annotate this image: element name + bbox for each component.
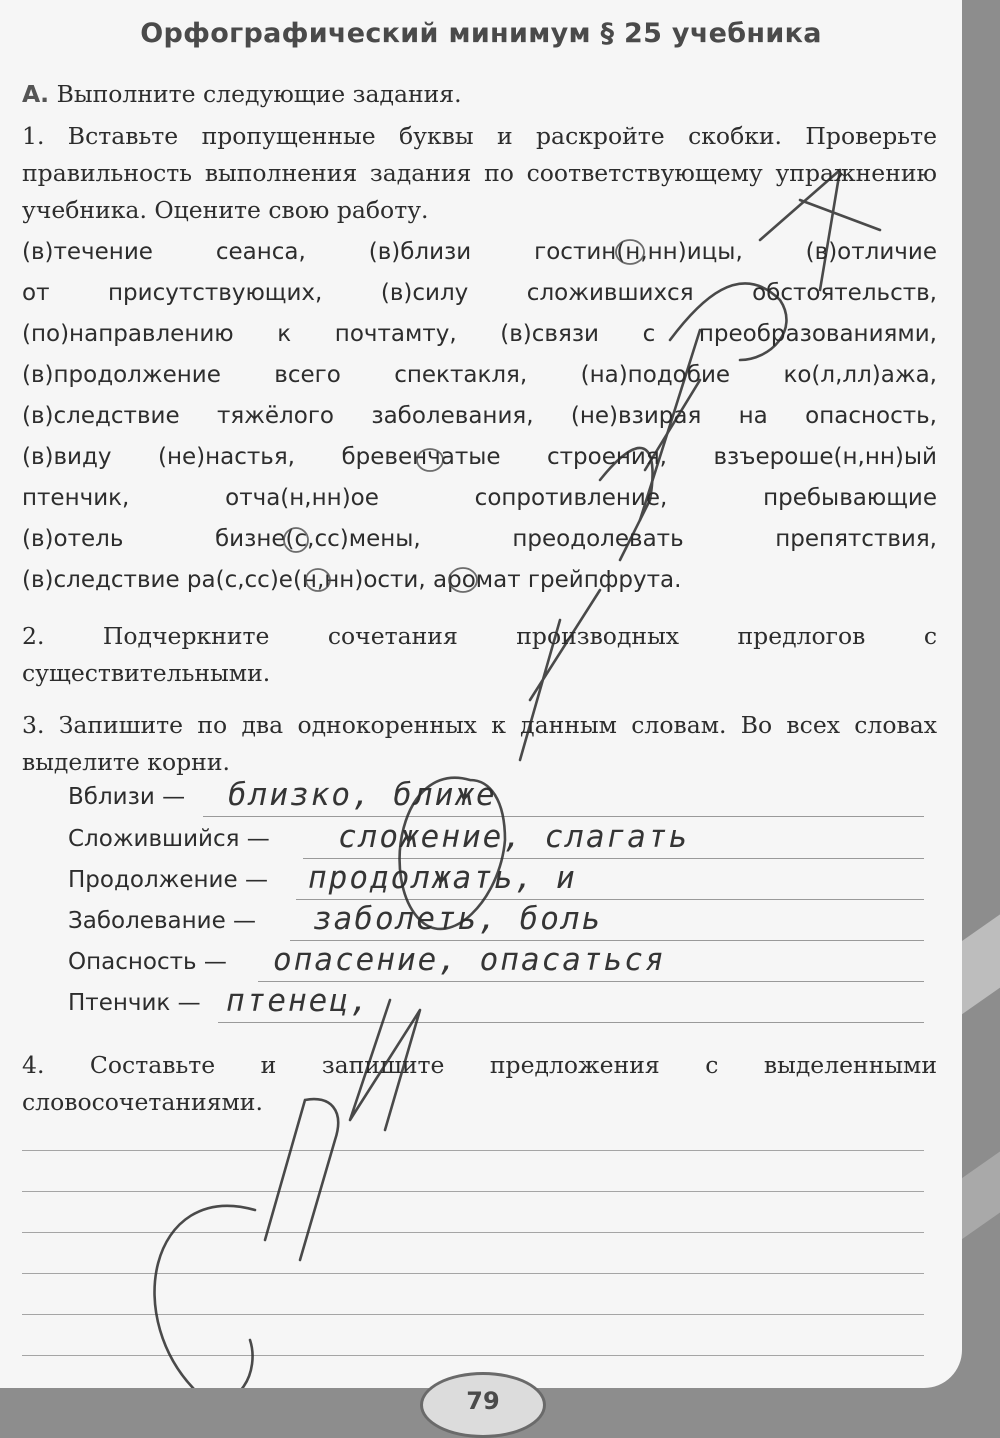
writing-line[interactable]: [22, 1150, 924, 1151]
answer-line[interactable]: [303, 858, 924, 859]
writing-line[interactable]: [22, 1355, 924, 1356]
task-3-instructions: 3. Запишите по два однокоренных к данным словам. Во всех словах выделите корни.: [22, 711, 937, 776]
answer-row: [68, 901, 928, 945]
exercise-line: (в)виду (не)настья, бревенчатые строения, взъероше(н,нн)ый: [22, 444, 937, 470]
exercise-line: (в)отель бизне(с,сс)мены, преодолевать препятствия,: [22, 526, 937, 552]
answer-word: Вблизи —: [68, 784, 186, 810]
answer-word: Продолжение —: [68, 867, 268, 893]
task-1-exercise: [22, 232, 937, 601]
section-a-label: А.: [22, 80, 50, 108]
task-1-instructions: 1. Вставьте пропущенные буквы и раскройте скобки. Проверьте правильность выполнения задания по соответствующему упражнению учебника. Оцените свою работу.: [22, 122, 937, 224]
exercise-line: птенчик, отча(н,нн)ое сопротивление, пребывающие: [22, 485, 937, 511]
answer-row: [68, 942, 928, 986]
exercise-line: (в)течение сеанса, (в)близи гостин(н,нн)ицы, (в)отличие: [22, 239, 937, 265]
answer-word: Опасность —: [68, 949, 227, 975]
answer-row: [68, 819, 928, 863]
answer-row: [68, 983, 928, 1027]
answer-word: Птенчик —: [68, 990, 201, 1016]
answer-handwriting: продолжать, и: [308, 860, 577, 896]
page-title: Орфографический минимум § 25 учебника: [140, 18, 822, 49]
writing-line[interactable]: [22, 1314, 924, 1315]
exercise-line: (в)следствие ра(с,сс)е(н,нн)ости, аромат грейпфрута.: [22, 567, 682, 593]
task-2-instructions: 2. Подчеркните сочетания производных предлогов с существительными.: [22, 622, 937, 687]
section-a-heading: [22, 76, 937, 113]
answer-handwriting: сложение, слагать: [338, 819, 690, 855]
answer-handwriting: близко, ближе: [228, 777, 497, 813]
answer-word: Сложившийся —: [68, 826, 270, 852]
writing-line[interactable]: [22, 1191, 924, 1192]
section-a-text: Выполните следующие задания.: [56, 80, 462, 108]
task-4-instructions: 4. Составьте и запишите предложения с выделенными словосочетаниями.: [22, 1051, 937, 1116]
writing-line[interactable]: [22, 1273, 924, 1274]
answer-line[interactable]: [290, 940, 924, 941]
answer-handwriting: заболеть, боль: [313, 901, 603, 937]
exercise-line: (по)направлению к почтамту, (в)связи с преобразованиями,: [22, 321, 937, 347]
exercise-line: от присутствующих, (в)силу сложившихся обстоятельств,: [22, 280, 937, 306]
answer-row: [68, 777, 928, 821]
exercise-line: (в)продолжение всего спектакля, (на)подобие ко(л,лл)ажа,: [22, 362, 937, 388]
exercise-line: (в)следствие тяжёлого заболевания, (не)взирая на опасность,: [22, 403, 937, 429]
answer-word: Заболевание —: [68, 908, 257, 934]
answer-handwriting: опасение, опасаться: [273, 942, 666, 978]
answer-handwriting: птенец,: [226, 983, 371, 1019]
answer-line[interactable]: [296, 899, 924, 900]
answer-line[interactable]: [203, 816, 924, 817]
writing-line[interactable]: [22, 1232, 924, 1233]
answer-line[interactable]: [218, 1022, 924, 1023]
answer-row: [68, 860, 928, 904]
answer-line[interactable]: [258, 981, 924, 982]
page-number: 79: [420, 1372, 546, 1438]
